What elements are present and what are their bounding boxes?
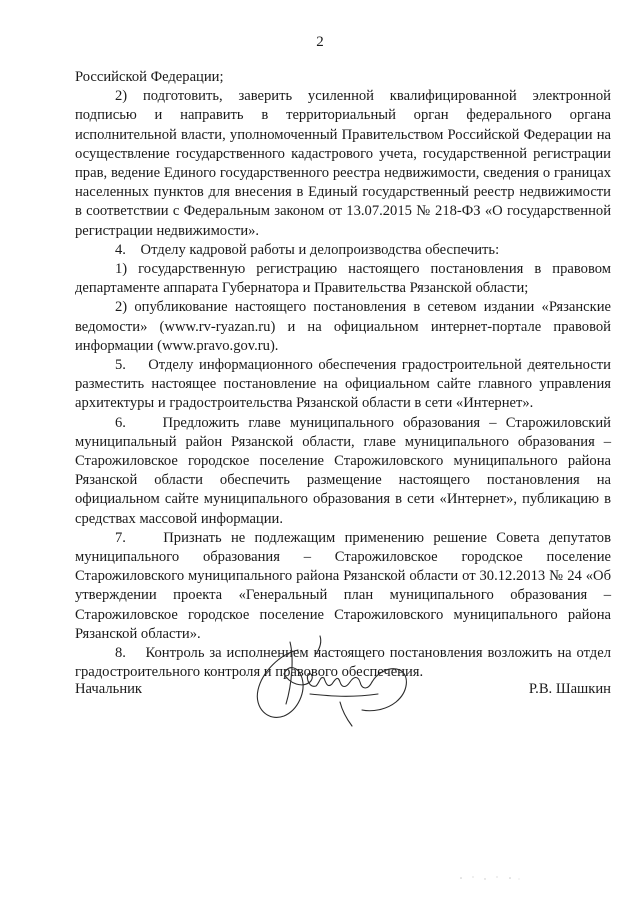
- page-number: 2: [316, 34, 324, 50]
- paragraph-subitem-1-registration: 1) государственную регистрацию настоящего постановления в правовом департаменте аппарата Губернатора и Правительства Рязанской области;: [75, 261, 611, 297]
- signatory-name: Р.В. Шашкин: [528, 681, 611, 697]
- paragraph-item-4-personnel-department: 4. Отделу кадровой работы и делопроизводства обеспечить:: [115, 241, 500, 258]
- scan-noise-specks: [455, 872, 525, 884]
- paragraph-item-8-control: 8. Контроль за исполнением настоящего постановления возложить на отдел градостроительного контроля и правового обеспечения.: [75, 645, 611, 681]
- paragraph-item-5-information-department: 5. Отделу информационного обеспечения градостроительной деятельности разместить настоящее постановление на официальном сайте главного управления архитектуры и градостроительства Рязанской области в сети «Интернет».: [75, 357, 611, 412]
- signature-block: [75, 680, 611, 700]
- paragraph-continuation: Российской Федерации;: [75, 69, 224, 85]
- paragraph-item-2-prepare-certify: 2) подготовить, заверить усиленной квалифицированной электронной подписью и направить в территориальный орган федерального органа исполнительной власти, уполномоченный Правительством Российской Федерации на осуществление государственного кадастрового учета, государственной регистрации прав, ведение Единого государственного реестра недвижимости, сведения о границах населенных пунктов для внесения в Единый государственный реестр недвижимости в соответствии с Федеральным законом от 13.07.2015 № 218-ФЗ «О государственной регистрации недвижимости».: [75, 88, 611, 239]
- document-body: [75, 68, 611, 683]
- paragraph-item-7-decision-annulment: 7. Признать не подлежащим применению решение Совета депутатов муниципального образования – Старожиловское городское поселение Старожиловского муниципального района Рязанской области от 30.12.2013 № 24 «Об утверждении проекта «Генеральный план муниципального образования – Старожиловское городское поселение Старожиловского муниципального района Рязанской области».: [75, 529, 611, 642]
- signatory-position: Начальник: [75, 681, 143, 697]
- paragraph-item-6-municipal-heads: 6. Предложить главе муниципального образования – Старожиловский муниципальный район Рязанской области, главе муниципального образования – Старожиловское городское поселение Старожиловского муниципального района Рязанской области обеспечить размещение настоящего постановления на официальном сайте муниципального образования в сети «Интернет», публикацию в средствах массовой информации.: [75, 414, 611, 527]
- paragraph-subitem-2-publication: 2) опубликование настоящего постановления в сетевом издании «Рязанские ведомости» (www.rv-ryazan.ru) и на официальном интернет-портале правовой информации (www.pravo.gov.ru).: [75, 299, 611, 354]
